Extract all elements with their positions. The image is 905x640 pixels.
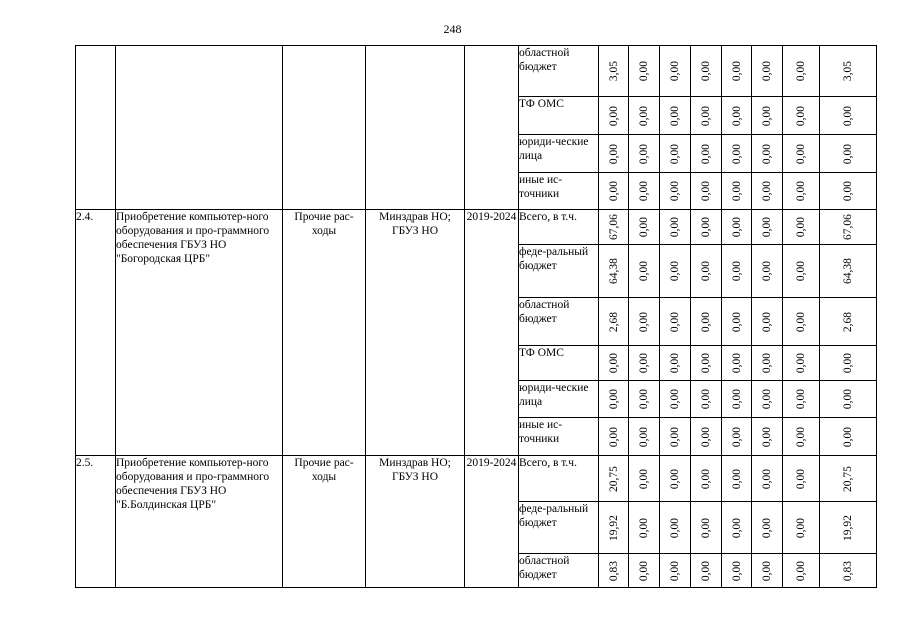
- amount: 0,00: [795, 388, 807, 410]
- amount: 0,00: [842, 105, 854, 126]
- value-cell: [691, 418, 722, 456]
- funding-source: областной бюджет: [519, 554, 599, 588]
- value-cell: [722, 46, 752, 97]
- value-cell: [783, 46, 820, 97]
- amount: 0,00: [730, 517, 743, 538]
- funding-source: иные ис-точники: [519, 418, 599, 456]
- amount: 0,00: [700, 517, 712, 538]
- amount: 0,00: [700, 216, 712, 238]
- value-cell: [629, 381, 660, 418]
- value-cell: [820, 381, 877, 418]
- value-cell: [783, 418, 820, 456]
- amount: 0,00: [669, 311, 681, 332]
- funding-source: юриди-ческие лица: [519, 381, 599, 418]
- amount: 0,00: [761, 426, 773, 447]
- amount: 0,00: [761, 468, 773, 489]
- amount: 2,68: [842, 311, 854, 332]
- value-cell: [599, 418, 629, 456]
- value-cell: [783, 173, 820, 210]
- table-row: [76, 210, 877, 245]
- value-cell: [691, 245, 722, 298]
- value-cell: [752, 245, 783, 298]
- amount: 64,38: [842, 258, 854, 284]
- amount: 0,00: [730, 426, 743, 447]
- value-cell: [599, 97, 629, 135]
- amount: 0,00: [761, 60, 773, 82]
- amount: 0,00: [730, 105, 743, 126]
- value-cell: [629, 502, 660, 554]
- value-cell: [629, 554, 660, 588]
- value-cell: [752, 46, 783, 97]
- value-cell: [691, 210, 722, 245]
- amount: 0,00: [638, 560, 650, 581]
- funding-source: ТФ ОМС: [519, 97, 599, 135]
- value-cell: [820, 46, 877, 97]
- amount: 0,00: [607, 180, 620, 202]
- value-cell: [752, 298, 783, 346]
- value-cell: [691, 298, 722, 346]
- value-cell: [722, 97, 752, 135]
- value-cell: [599, 381, 629, 418]
- value-cell: [783, 346, 820, 381]
- value-cell: [722, 418, 752, 456]
- value-cell: [752, 456, 783, 502]
- value-cell: [599, 456, 629, 502]
- value-cell: [722, 210, 752, 245]
- amount: 2,68: [607, 311, 620, 332]
- value-cell: [752, 346, 783, 381]
- activity-number: [76, 46, 116, 210]
- amount: 0,00: [638, 105, 650, 126]
- amount: 19,92: [842, 514, 854, 541]
- period: 2019-2024: [465, 456, 519, 588]
- amount: 0,00: [842, 352, 854, 374]
- amount: 0,00: [669, 560, 681, 581]
- amount: 0,00: [669, 517, 681, 538]
- value-cell: [629, 346, 660, 381]
- value-cell: [599, 135, 629, 173]
- value-cell: [783, 135, 820, 173]
- amount: 19,92: [607, 514, 620, 541]
- activity-name: [116, 46, 283, 210]
- amount: 0,00: [607, 352, 620, 374]
- value-cell: [820, 502, 877, 554]
- amount: 0,00: [761, 311, 773, 332]
- amount: 0,00: [730, 216, 743, 238]
- value-cell: [660, 554, 691, 588]
- value-cell: [691, 135, 722, 173]
- value-cell: [752, 135, 783, 173]
- amount: 0,00: [795, 180, 807, 202]
- amount: 0,00: [730, 60, 743, 82]
- funding-source: иные ис-точники: [519, 173, 599, 210]
- amount: 0,00: [669, 180, 681, 202]
- value-cell: [820, 456, 877, 502]
- activity-name: Приобретение компьютер-ного оборудования и про-граммного обеспечения ГБУЗ НО "Б.Болдинская ЦРБ": [116, 456, 283, 588]
- amount: 0,00: [761, 352, 773, 374]
- amount: 0,00: [730, 260, 743, 282]
- value-cell: [783, 456, 820, 502]
- value-cell: [752, 210, 783, 245]
- period: [465, 46, 519, 210]
- value-cell: [722, 298, 752, 346]
- activity-number: 2.4.: [76, 210, 116, 456]
- value-cell: [629, 418, 660, 456]
- value-cell: [820, 418, 877, 456]
- page-number: 248: [443, 22, 462, 36]
- value-cell: [691, 502, 722, 554]
- value-cell: [722, 173, 752, 210]
- value-cell: [752, 554, 783, 588]
- value-cell: [820, 245, 877, 298]
- funding-source: Всего, в т.ч.: [519, 210, 599, 245]
- amount: 0,00: [795, 468, 807, 489]
- amount: 0,00: [795, 560, 807, 581]
- amount: 3,05: [842, 60, 854, 82]
- amount: 0,00: [700, 560, 712, 581]
- value-cell: [722, 554, 752, 588]
- amount: 0,00: [795, 426, 807, 447]
- executor: Минздрав НО; ГБУЗ НО: [366, 456, 465, 588]
- amount: 20,75: [842, 465, 854, 492]
- value-cell: [629, 46, 660, 97]
- value-cell: [599, 554, 629, 588]
- value-cell: [783, 245, 820, 298]
- value-cell: [722, 245, 752, 298]
- amount: 0,00: [669, 260, 681, 282]
- amount: 0,00: [795, 517, 807, 538]
- executor: [366, 46, 465, 210]
- value-cell: [820, 97, 877, 135]
- value-cell: [660, 135, 691, 173]
- value-cell: [660, 173, 691, 210]
- value-cell: [660, 502, 691, 554]
- amount: 0,83: [607, 560, 620, 581]
- amount: 0,00: [730, 560, 743, 581]
- amount: 0,00: [638, 468, 650, 489]
- amount: 0,00: [795, 260, 807, 282]
- amount: 0,00: [700, 105, 712, 126]
- amount: 0,00: [700, 260, 712, 282]
- amount: 0,00: [700, 60, 712, 82]
- value-cell: [660, 46, 691, 97]
- table-row: [76, 456, 877, 502]
- value-cell: [660, 245, 691, 298]
- amount: 0,00: [761, 260, 773, 282]
- value-cell: [752, 418, 783, 456]
- value-cell: [783, 210, 820, 245]
- program-activities-table: [75, 45, 877, 588]
- amount: 0,00: [761, 388, 773, 410]
- amount: 0,00: [761, 517, 773, 538]
- value-cell: [820, 346, 877, 381]
- amount: 0,00: [638, 180, 650, 202]
- amount: 0,00: [730, 143, 743, 164]
- amount: 0,00: [730, 468, 743, 489]
- value-cell: [660, 298, 691, 346]
- value-cell: [599, 298, 629, 346]
- amount: 0,00: [700, 352, 712, 374]
- value-cell: [660, 418, 691, 456]
- value-cell: [722, 381, 752, 418]
- value-cell: [599, 210, 629, 245]
- amount: 0,83: [842, 560, 854, 581]
- amount: 0,00: [700, 468, 712, 489]
- value-cell: [722, 135, 752, 173]
- amount: 0,00: [842, 180, 854, 202]
- funding-source: феде-ральный бюджет: [519, 502, 599, 554]
- period: 2019-2024: [465, 210, 519, 456]
- value-cell: [660, 456, 691, 502]
- amount: 0,00: [795, 143, 807, 164]
- value-cell: [629, 135, 660, 173]
- funding-source: областной бюджет: [519, 46, 599, 97]
- amount: 0,00: [761, 105, 773, 126]
- amount: 0,00: [638, 60, 650, 82]
- amount: 0,00: [730, 180, 743, 202]
- value-cell: [691, 97, 722, 135]
- value-cell: [820, 298, 877, 346]
- activity-number: 2.5.: [76, 456, 116, 588]
- amount: 3,05: [607, 60, 620, 82]
- value-cell: [629, 298, 660, 346]
- value-cell: [820, 554, 877, 588]
- amount: 0,00: [638, 143, 650, 164]
- value-cell: [660, 346, 691, 381]
- value-cell: [752, 97, 783, 135]
- amount: 0,00: [638, 216, 650, 238]
- amount: 0,00: [638, 311, 650, 332]
- amount: 0,00: [761, 143, 773, 164]
- value-cell: [691, 456, 722, 502]
- amount: 0,00: [842, 426, 854, 447]
- amount: 0,00: [795, 352, 807, 374]
- amount: 0,00: [730, 388, 743, 410]
- amount: 0,00: [638, 260, 650, 282]
- amount: 0,00: [669, 143, 681, 164]
- amount: 0,00: [700, 311, 712, 332]
- activity-name: Приобретение компьютер-ного оборудования и про-граммного обеспечения ГБУЗ НО "Богородская ЦРБ": [116, 210, 283, 456]
- value-cell: [599, 46, 629, 97]
- funding-source: Всего, в т.ч.: [519, 456, 599, 502]
- value-cell: [691, 554, 722, 588]
- amount: 0,00: [700, 426, 712, 447]
- amount: 0,00: [669, 105, 681, 126]
- amount: 0,00: [842, 388, 854, 410]
- value-cell: [783, 502, 820, 554]
- funding-source: ТФ ОМС: [519, 346, 599, 381]
- amount: 0,00: [795, 60, 807, 82]
- value-cell: [820, 210, 877, 245]
- value-cell: [783, 554, 820, 588]
- amount: 20,75: [607, 465, 620, 492]
- amount: 0,00: [607, 143, 620, 164]
- amount: 0,00: [700, 388, 712, 410]
- expense-type: Прочие рас-ходы: [283, 456, 366, 588]
- value-cell: [783, 381, 820, 418]
- value-cell: [691, 173, 722, 210]
- value-cell: [660, 381, 691, 418]
- amount: 0,00: [761, 560, 773, 581]
- value-cell: [629, 456, 660, 502]
- amount: 0,00: [607, 105, 620, 126]
- value-cell: [752, 173, 783, 210]
- amount: 0,00: [669, 388, 681, 410]
- amount: 0,00: [638, 388, 650, 410]
- expense-type: [283, 46, 366, 210]
- funding-source: феде-ральный бюджет: [519, 245, 599, 298]
- amount: 0,00: [795, 311, 807, 332]
- amount: 67,06: [607, 214, 620, 240]
- value-cell: [691, 381, 722, 418]
- value-cell: [691, 346, 722, 381]
- value-cell: [599, 502, 629, 554]
- value-cell: [599, 346, 629, 381]
- value-cell: [783, 298, 820, 346]
- amount: 0,00: [730, 311, 743, 332]
- funding-source: юриди-ческие лица: [519, 135, 599, 173]
- amount: 0,00: [607, 388, 620, 410]
- amount: 0,00: [842, 143, 854, 164]
- amount: 0,00: [669, 216, 681, 238]
- table-row: [76, 46, 877, 97]
- value-cell: [722, 346, 752, 381]
- value-cell: [629, 245, 660, 298]
- value-cell: [599, 245, 629, 298]
- expense-type: Прочие рас-ходы: [283, 210, 366, 456]
- amount: 0,00: [669, 352, 681, 374]
- value-cell: [691, 46, 722, 97]
- value-cell: [629, 173, 660, 210]
- amount: 0,00: [761, 180, 773, 202]
- value-cell: [722, 456, 752, 502]
- amount: 0,00: [730, 352, 743, 374]
- amount: 0,00: [700, 143, 712, 164]
- value-cell: [783, 97, 820, 135]
- amount: 0,00: [761, 216, 773, 238]
- amount: 0,00: [669, 468, 681, 489]
- value-cell: [660, 97, 691, 135]
- value-cell: [820, 135, 877, 173]
- amount: 0,00: [795, 216, 807, 238]
- amount: 0,00: [669, 60, 681, 82]
- value-cell: [629, 210, 660, 245]
- value-cell: [629, 97, 660, 135]
- amount: 0,00: [607, 426, 620, 447]
- amount: 0,00: [700, 180, 712, 202]
- amount: 0,00: [669, 426, 681, 447]
- amount: 0,00: [638, 426, 650, 447]
- value-cell: [660, 210, 691, 245]
- value-cell: [599, 173, 629, 210]
- amount: 0,00: [638, 352, 650, 374]
- amount: 0,00: [638, 517, 650, 538]
- executor: Минздрав НО; ГБУЗ НО: [366, 210, 465, 456]
- value-cell: [752, 381, 783, 418]
- amount: 64,38: [607, 258, 620, 284]
- value-cell: [722, 502, 752, 554]
- amount: 67,06: [842, 214, 854, 240]
- amount: 0,00: [795, 105, 807, 126]
- value-cell: [820, 173, 877, 210]
- value-cell: [752, 502, 783, 554]
- funding-source: областной бюджет: [519, 298, 599, 346]
